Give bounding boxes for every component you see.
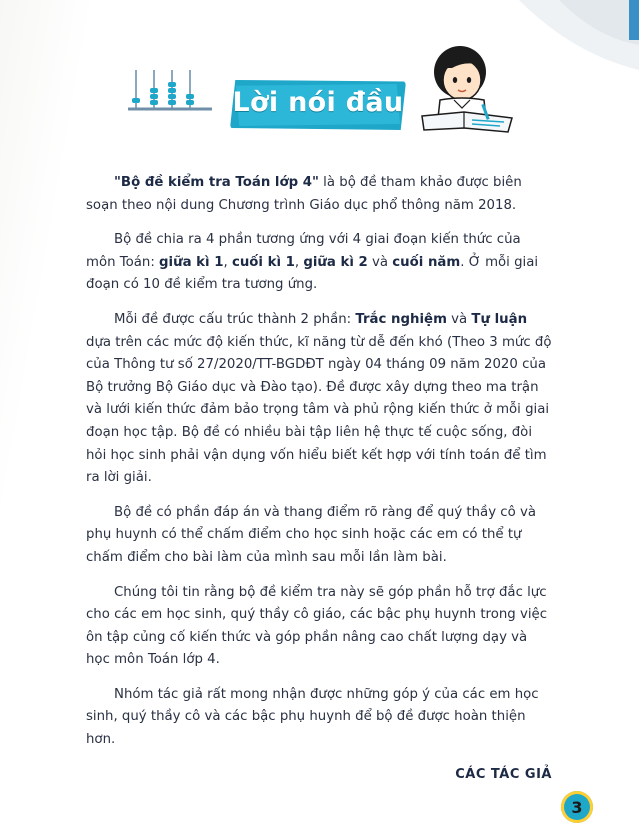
term-end-year: cuối năm (392, 254, 461, 270)
page-title: Lời nói đầu (232, 87, 404, 118)
term-mid-term-1: giữa kì 1 (159, 254, 224, 270)
term-multiple-choice: Trắc nghiệm (355, 311, 447, 327)
paragraph-3-text: Mỗi đề được cấu trúc thành 2 phần: (114, 311, 356, 327)
title-banner (230, 80, 406, 130)
conjunction: và (446, 311, 472, 327)
paragraph-4: Bộ đề có phần đáp án và thang điểm rõ ràng để quý thầy cô và phụ huynh có thể chấm điểm cho học sinh hoặc các em có thể tự chấm điểm cho bài làm của mình sau mỗi lần làm bài. (86, 504, 536, 565)
conjunction: và (367, 254, 393, 270)
paragraph-5: Chúng tôi tin rằng bộ đề kiểm tra này sẽ góp phần hỗ trợ đắc lực cho các em học sinh, quý thầy cô giáo, các bậc phụ huynh trong việc ôn tập củng cố kiến thức và góp phần nâng cao chất lượng dạy và học môn Toán lớp 4. (86, 584, 548, 668)
paragraph-2-text: Bộ đề chia ra 4 phần tương ứng với 4 giai đoạn kiến thức của môn Toán: (86, 232, 521, 270)
book-title: "Bộ đề kiểm tra Toán lớp 4" (114, 175, 319, 190)
abacus-icon (128, 64, 212, 114)
separator: , (223, 254, 232, 270)
page-number-badge: 3 (561, 791, 593, 823)
term-end-term-1: cuối kì 1 (231, 254, 295, 270)
preface-body (86, 172, 552, 786)
paragraph-2 (86, 229, 552, 297)
paragraph-2-tail: . Ở mỗi giai đoạn có 10 đề kiểm tra tương ứng. (86, 254, 539, 293)
authors-signature: CÁC TÁC GIẢ (455, 766, 552, 782)
term-essay: Tự luận (471, 311, 528, 327)
paragraph-1 (86, 172, 552, 217)
paragraph-3 (86, 309, 552, 490)
separator: , (294, 254, 304, 270)
term-mid-term-2: giữa kì 2 (303, 254, 368, 270)
paragraph-3-tail: dựa trên các mức độ kiến thức, kĩ năng từ dễ đến khó (Theo 3 mức độ của Thông tư số 27/2020/TT-BGDĐT ngày 04 tháng 09 năm 2020 của Bộ trưởng Bộ Giáo dục và Đào tạo). Đề được xây dựng theo ma trận và lưới kiến thức đảm bảo trọng tâm và phủ rộng kiến thức ở mỗi giai đoạn học tập. Bộ đề có nhiều bài tập liên hệ thực tế cuộc sống, đòi hỏi học sinh phải vận dụng vốn hiểu biết kết hợp với tính toán để tìm ra lời giải. (86, 334, 552, 486)
paragraph-6: Nhóm tác giả rất mong nhận được những góp ý của các em học sinh, quý thầy cô và các bậc phụ huynh để bộ đề được hoàn thiện hơn. (86, 686, 539, 748)
boy-studying-illustration (412, 38, 522, 138)
paragraph-1-text: là bộ đề tham khảo được biên soạn theo nội dung Chương trình Giáo dục phổ thông năm 2018. (86, 175, 522, 213)
